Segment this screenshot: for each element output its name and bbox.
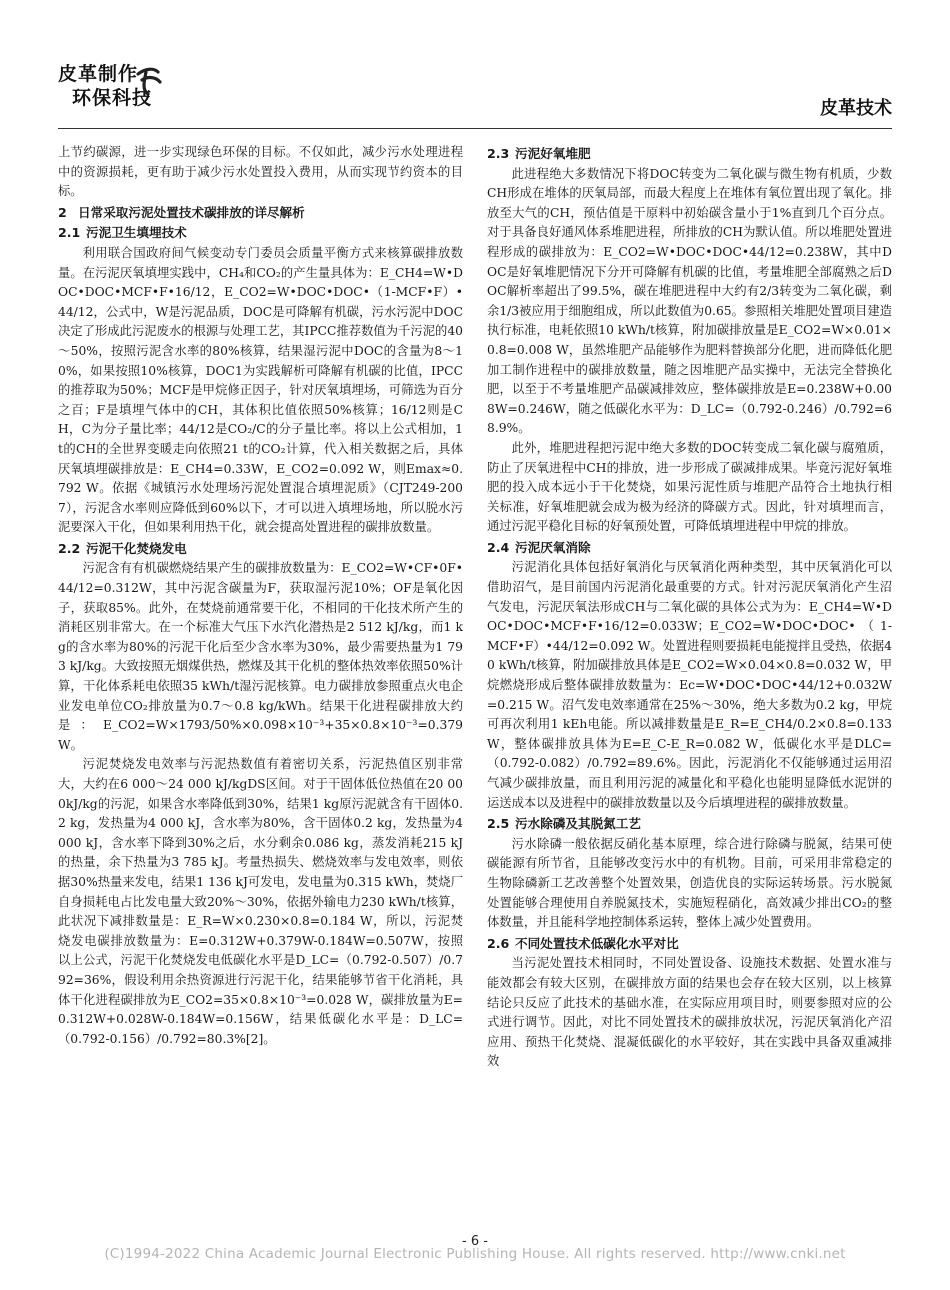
right-paragraph: 污泥消化具体包括好氧消化与厌氧消化两种类型，其中厌氧消化可以借助沼气，是目前国内污泥消化最重要的方式。针对污泥厌氧消化产生沼气发电，污泥厌氧法形成CH与二氧化碳的具体公式为为：E_CH4=W•DOC•DOC•MCF•F•16/12=0.033W；E_CO2=W•DOC•DOC•（1-MCF•F）•44/12=0.092 W。处置进程则要损耗电能搅拌且受热，依据40 kWh/t核算，附加碳排放具体是E_CO2=W×0.04×0.8=0.032 W，甲烷燃烧形成后整体碳排放数量为：Ec=W•DOC•DOC•44/12+0.032W=0.215 W。沼气发电效率通常在25%～30%，绝大多数为0.2 kg，甲烷可再次利用1 kEh电能。所以减排数量是E_R=E_CH4/0.2×0.8=0.133 W，整体碳排放具体为E=E_C-E_R=0.082 W，低碳化水平是DLC=（0.792-0.082）/0.792=89.6%。因此，污泥消化不仅能够通过运用沼气减少碳排放量，而且利用污泥的减量化和平稳化也能明显降低水泥饼的运送成本以及进程中的碳排放数量以及今后填埋进程的碳排放数量。 <box>487 560 892 810</box>
heading-title: 不同处置技术低碳化水平对比 <box>515 935 679 951</box>
header-divider <box>58 128 892 129</box>
logo-line2: 环保科技 <box>72 87 153 109</box>
right-paragraph: 污水除磷一般依据反硝化基本原理，综合进行除磷与脱氮，结果可使碳能源有所节省，且能够改变污水中的有机物。目前，可采用非常稳定的生物除磷新工艺改善整个处置效果，创造优良的实际运转场景。污水脱氮处置能够合理使用自养脱氮技术，实施短程硝化，高效减少排出CO₂的整体数量，并且能科学地控制体系运转，整体上减少处置费用。 <box>487 836 892 930</box>
heading-title: 日常采取污泥处置技术碳排放的详尽解析 <box>78 204 305 220</box>
heading-number: 2.1 <box>58 225 81 241</box>
heading-number: 2.3 <box>487 146 510 161</box>
heading-number: 2.2 <box>58 540 81 556</box>
heading-title: 污水除磷及其脱氮工艺 <box>515 816 641 832</box>
subsection-heading <box>487 814 892 834</box>
logo-brush-mark-icon <box>132 64 166 98</box>
right-paragraph: 此进程绝大多数情况下将DOC转变为二氧化碳与微生物有机质，少数CH形成在堆体的厌氧局部，而最大程度上在堆体有氧位置出现了氧化。排放至大气的CH，预估值是干原料中初始碳含量小于1%直到几个百分点。对于具备良好通风体系堆肥进程，所排放的CH为默认值。所以堆肥处置进程形成的碳排放为：E_CO2=W•DOC•DOC•44/12=0.238W，其中DOC是好氧堆肥情况下分开可降解有机碳的比值，考量堆肥全部腐熟之后DOC解析率超出了99.5%，碳在堆肥进程中大约有2/3转变为二氧化碳，剩余1/3被应用于细胞组成，所以此数值为0.65。参照相关堆肥处置项目建造执行标准，电耗依照10 kWh/t核算，附加碳排放量是E_CO2=W×0.01×0.8=0.008 W，虽然堆肥产品能够作为肥料替换部分化肥，进而降低化肥加工制作进程中的碳排放数量，随之因堆肥产品实操中，无法完全替换化肥，以至于不考量堆肥产品碳减排效应，整体碳排放是E=0.238W+0.008W=0.246W，随之低碳化水平为：D_LC=（0.792-0.246）/0.792=68.9%。 <box>487 166 892 436</box>
cnki-watermark: (C)1994-2022 China Academic Journal Electronic Publishing House. All rights reserved. http://www.cnki.net <box>104 1246 846 1262</box>
heading-title: 污泥干化焚烧发电 <box>86 540 187 556</box>
subsection-heading <box>58 539 463 559</box>
logo-line1: 皮革制作 <box>58 63 139 85</box>
right-column <box>487 143 892 1072</box>
heading-number: 2.4 <box>487 539 510 555</box>
heading-title: 污泥厌氧消除 <box>515 539 591 555</box>
heading-number: 2.5 <box>487 816 510 832</box>
left-paragraph: 上节约碳源，进一步实现绿色环保的目标。不仅如此，减少污水处理进程中的资源损耗，更有助于减少污水处置投入费用，从而实现节约资本的目标。 <box>58 145 463 199</box>
left-column <box>58 143 463 1049</box>
subsection-heading <box>58 223 463 243</box>
right-paragraph: 此外，堆肥进程把污泥中绝大多数的DOC转变成二氧化碳与腐殖质，防止了厌氧进程中CH的排放，进一步形成了碳减排成果。毕竟污泥好氧堆肥的投入成本远小于干化焚烧，如果污泥性质与堆肥产品符合土地执行相关标准，好氧堆肥就会成为极为经济的降碳方式。因此，针对填埋而言，通过污泥平稳化目标的好氧预处置，可降低填埋进程中甲烷的排放。 <box>487 440 892 534</box>
left-paragraph: 利用联合国政府间气候变动专门委员会质量平衡方式来核算碳排放数量。在污泥厌氧填埋实践中，CH₄和CO₂的产生量具体为：E_CH4=W•DOC•DOC•MCF•F•16/12，E_CO2=W•DOC•DOC•（1-MCF•F）•44/12，公式中，W是污泥品质，DOC是可降解有机碳，污水污泥中DOC决定了形成此污泥废水的根源与处理工艺，其IPCC推荐数值为千污泥的40～50%，按照污泥含水率的80%核算，结果湿污泥中DOC的含量为8～10%，如果按照10%核算，DOC1为实践解析可降解有机碳的比值，IPCC的推荐取为50%；MCF是甲烷修正因子，针对厌氧填埋场，可筛选为百分之百；F是填埋气体中的CH，其体积比值依照50%核算；16/12则是CH，C为分子量比率；44/12是CO₂/C的分子量比率。将以上公式相加，1 t的CH的全世界变暖走向依照21 t的CO₂计算，代入相关数据之后，具体厌氧填埋碳排放是：E_CH4=0.33W，E_CO2=0.092 W，则Emax≈0.792 W。依据《城镇污水处理场污泥处置混合填埋泥质》（CJT249-2007），污泥含水率则应降低到60%以下，才可以进入填埋场地，所以脱水污泥要深入干化，但如果利用热干化，就会提高处置进程的碳排放数量。 <box>58 245 463 535</box>
page-number: - 6 - <box>462 1234 488 1249</box>
left-paragraph: 污泥焚烧发电效率与污泥热数值有着密切关系，污泥热值区别非常大，大约在6 000～24 000 kJ/kgDS区间。对于干固体低位热值在20 000kJ/kg的污泥，如果含水率降低到30%，结果1 kg原污泥就含有干固体0.2 kg，发热量为4 000 kJ，含水率为80%，含干固体0.2 kg，发热量为4 000 kJ，含水率下降到30%之后，水分剩余0.086 kg，蒸发消耗215 kJ的热量，余下热量为3 785 kJ。考量热损失、燃烧效率与发电效率，则依据30%热量来发电，结果1 136 kJ可发电，发电量为0.315 kWh，焚烧厂自身损耗电占比发电量大致20%～30%，依据外输电力230 kWh/t核算，此状况下减排数量是：E_R=W×0.230×0.8=0.184 W，所以，污泥焚烧发电碳排放数量为：E=0.312W+0.379W-0.184W=0.507W，按照以上公式，污泥干化焚烧发电低碳化水平是D_LC=（0.792-0.507）/0.792=36%，假设利用余热资源进行污泥干化，结果能够节省干化消耗，具体干化进程碳排放为E_CO2=35×0.8×10⁻³=0.028 W，碳排放量为E=0.312W+0.028W-0.184W=0.156W，结果低碳化水平是：D_LC=（0.792-0.156）/0.792=80.3%[2]。 <box>58 757 463 1046</box>
subsection-heading <box>487 538 892 558</box>
left-paragraph: 污泥含有有机碳燃烧结果产生的碳排放数量为：E_CO2=W•CF•0F•44/12=0.312W，其中污泥含碳量为F，获取湿污泥10%；OF是氧化因子，获取85%。此外，在焚烧前通常要干化，不相同的干化技术所产生的消耗区别非常大。在一个标准大气压下水汽化潜热是2 512 kJ/kg，而1 kg的含水率为80%的污泥干化后至少含水率为30%，最少需要热量为1 793 kJ/kg。大致按照无烟煤供热，燃煤及其干化机的整体热效率依照50%计算，干化体系耗电依照35 kWh/t湿污泥核算。电力碳排放参照重点火电企业发电单位CO₂排放量为0.7～0.8 kg/kWh。结果干化进程碳排放大约是：E_CO2=W×1793/50%×0.098×10⁻³+35×0.8×10⁻³=0.379 W。 <box>58 561 463 752</box>
subsection-heading <box>487 934 892 954</box>
right-paragraph: 当污泥处置技术相同时，不同处置设备、设施技术数据、处置水准与能效都会有较大区别，在碳排放方面的结果也会存在较大区别，以上核算结论只反应了此技术的基础水准，在实际应用项目时，则要参照对应的公式进行调节。因此，对比不同处置技术的碳排放状况，污泥厌氧消化产沼应用、预热干化焚烧、混凝低碳化的水平较好，其在实践中具备双重减排效 <box>487 956 892 1069</box>
heading-title: 污泥好氧堆肥 <box>515 146 591 161</box>
journal-logo <box>58 62 152 110</box>
journal-title: 皮革技术 <box>820 98 892 119</box>
heading-number: 2.6 <box>487 935 510 951</box>
heading-title: 污泥卫生填埋技术 <box>86 225 187 241</box>
heading-number: 2 <box>58 204 67 220</box>
subsection-heading <box>487 144 892 164</box>
section-heading <box>58 203 463 223</box>
